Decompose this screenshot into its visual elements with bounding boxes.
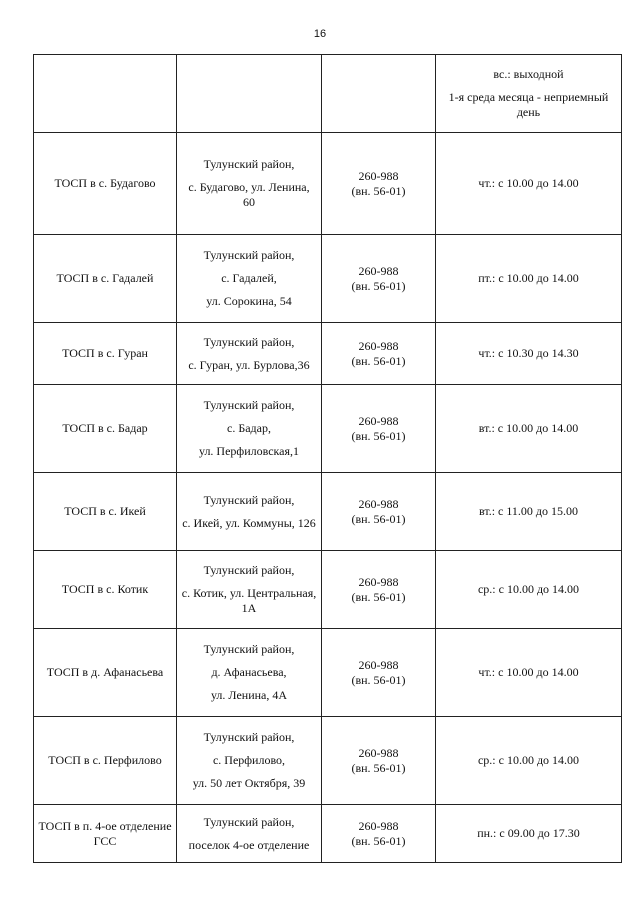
cell-address (177, 551, 322, 629)
address-line: Тулунский район, (203, 334, 295, 349)
cell-name: ТОСП в с. Перфилово (34, 717, 177, 805)
cell-phone (322, 323, 436, 385)
table-row (34, 235, 622, 323)
cell-phone (322, 629, 436, 717)
schedule-table (33, 54, 622, 863)
address-line: с. Котик, ул. Центральная, 1А (181, 586, 317, 615)
phone-extension: (вн. 56-01) (351, 183, 406, 198)
cell-phone (322, 473, 436, 551)
address-line: с. Икей, ул. Коммуны, 126 (182, 515, 316, 530)
address-line: Тулунский район, (203, 563, 295, 577)
hours-line-1: вс.: выходной (493, 67, 564, 81)
table-row (34, 323, 622, 385)
address-line: с. Гадалей, (221, 271, 277, 285)
phone-number: 260-988 (358, 818, 399, 833)
cell-address (177, 629, 322, 717)
cell-address (177, 805, 322, 863)
phone-number: 260-988 (358, 263, 399, 278)
table-row (34, 551, 622, 629)
address-line: Тулунский район, (203, 248, 295, 262)
address-line: Тулунский район, (203, 398, 295, 412)
phone-number: 260-988 (358, 338, 399, 353)
page-number: 16 (313, 28, 327, 40)
address-line: Тулунский район, (203, 814, 295, 829)
table-row (34, 805, 622, 863)
cell-phone (322, 133, 436, 235)
cell-address (177, 235, 322, 323)
cell-name: ТОСП в с. Бадар (34, 385, 177, 473)
address-line: с. Гуран, ул. Бурлова,36 (188, 357, 310, 372)
phone-extension: (вн. 56-01) (351, 760, 406, 775)
address-line: с. Перфилово, (212, 753, 286, 767)
cell-name (34, 55, 177, 133)
cell-address (177, 473, 322, 551)
cell-address (177, 323, 322, 385)
table-row-header-continuation (34, 55, 622, 133)
phone-extension: (вн. 56-01) (351, 511, 406, 526)
phone-number: 260-988 (358, 657, 399, 672)
cell-name: ТОСП в с. Будагово (34, 133, 177, 235)
cell-phone (322, 551, 436, 629)
table-row (34, 385, 622, 473)
phone-number: 260-988 (358, 574, 399, 589)
address-line: д. Афанасьева, (211, 665, 287, 679)
phone-number: 260-988 (358, 168, 399, 183)
cell-address (177, 385, 322, 473)
address-line: поселок 4-ое отделение (188, 837, 310, 852)
cell-name: ТОСП в д. Афанасьева (34, 629, 177, 717)
phone-extension: (вн. 56-01) (351, 428, 406, 443)
address-line: Тулунский район, (203, 730, 295, 744)
address-line: с. Будагово, ул. Ленина, 60 (188, 180, 310, 209)
cell-name: ТОСП в с. Гуран (34, 323, 177, 385)
phone-extension: (вн. 56-01) (351, 672, 406, 687)
cell-name: ТОСП в п. 4-ое отделение ГСС (34, 805, 177, 863)
address-line: ул. Перфиловская,1 (198, 444, 300, 458)
address-line: ул. 50 лет Октября, 39 (192, 776, 306, 790)
cell-phone (322, 385, 436, 473)
cell-hours: чт.: с 10.30 до 14.30 (436, 323, 622, 385)
cell-hours: пт.: с 10.00 до 14.00 (436, 235, 622, 323)
table-row (34, 717, 622, 805)
cell-address (177, 717, 322, 805)
phone-number: 260-988 (358, 745, 399, 760)
cell-name: ТОСП в с. Котик (34, 551, 177, 629)
address-line: Тулунский район, (203, 157, 295, 171)
cell-name: ТОСП в с. Икей (34, 473, 177, 551)
cell-address (177, 55, 322, 133)
cell-hours: ср.: с 10.00 до 14.00 (436, 551, 622, 629)
cell-address (177, 133, 322, 235)
cell-hours: вт.: с 10.00 до 14.00 (436, 385, 622, 473)
address-line: ул. Сорокина, 54 (206, 294, 292, 308)
phone-number: 260-988 (358, 413, 399, 428)
cell-phone (322, 805, 436, 863)
address-line: ул. Ленина, 4А (210, 688, 288, 702)
address-line: Тулунский район, (203, 492, 295, 507)
table-row (34, 629, 622, 717)
phone-number: 260-988 (358, 496, 399, 511)
table-row (34, 473, 622, 551)
cell-hours: ср.: с 10.00 до 14.00 (436, 717, 622, 805)
cell-hours: чт.: с 10.00 до 14.00 (436, 629, 622, 717)
cell-phone (322, 717, 436, 805)
table-row (34, 133, 622, 235)
cell-hours: пн.: с 09.00 до 17.30 (436, 805, 622, 863)
cell-name: ТОСП в с. Гадалей (34, 235, 177, 323)
hours-line-2: 1-я среда месяца - неприемный день (448, 90, 609, 119)
phone-extension: (вн. 56-01) (351, 278, 406, 293)
cell-phone (322, 55, 436, 133)
cell-hours: чт.: с 10.00 до 14.00 (436, 133, 622, 235)
address-line: с. Бадар, (227, 421, 271, 435)
address-line: Тулунский район, (203, 642, 295, 656)
phone-extension: (вн. 56-01) (351, 353, 406, 368)
cell-hours: вт.: с 11.00 до 15.00 (436, 473, 622, 551)
phone-extension: (вн. 56-01) (351, 833, 406, 848)
cell-hours (436, 55, 622, 133)
cell-phone (322, 235, 436, 323)
phone-extension: (вн. 56-01) (351, 589, 406, 604)
schedule-table-body (34, 55, 622, 863)
